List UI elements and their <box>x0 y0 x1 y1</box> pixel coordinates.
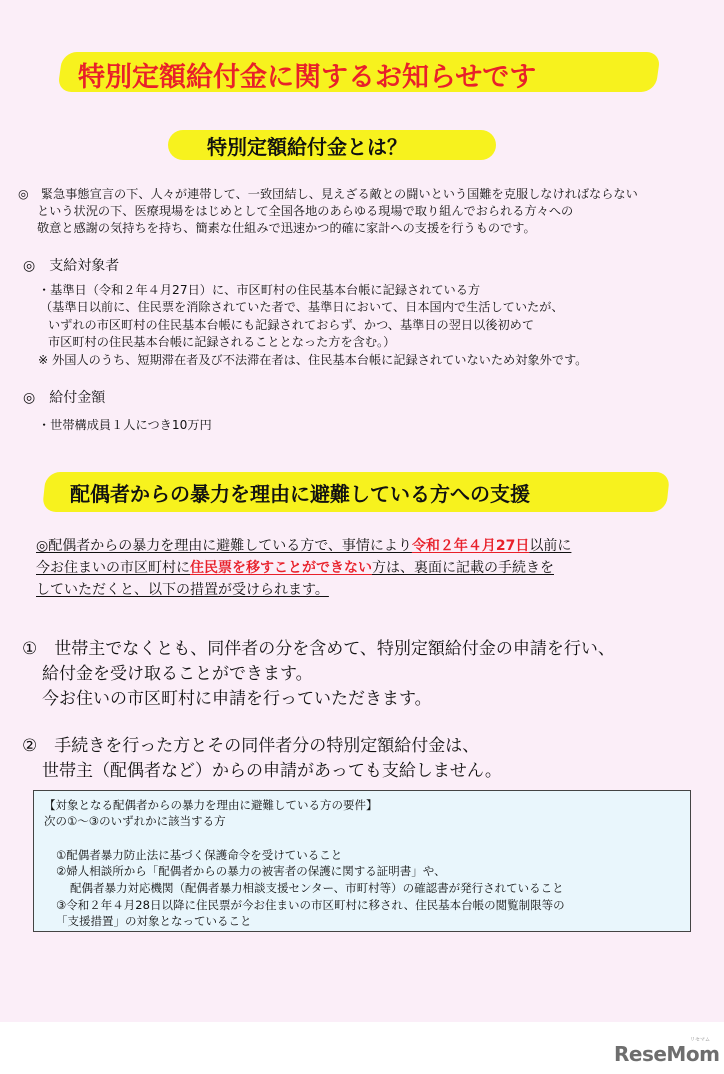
dv-intro-text: 方は、裏面に記載の手続きを <box>372 560 554 576</box>
eligibility-note: ※ 外国人のうち、短期滞在者及び不法滞在者は、住民基本台帳に記録されていないため対象外です。 <box>38 353 588 367</box>
eligibility-line: 市区町村の住民基本台帳に記録されることとなった方を含む。） <box>48 335 396 349</box>
requirement-item: ②婦人相談所から「配偶者からの暴力の被害者の保護に関する証明書」や、 <box>56 864 446 878</box>
requirements-box <box>33 790 691 932</box>
dv-date-highlight: 令和２年４月27日 <box>411 538 530 554</box>
dv-intro-text: 今お住まいの市区町村に <box>36 560 190 576</box>
eligibility-line: ・基準日（令和２年４月27日）に、市区町村の住民基本台帳に記録されている方 <box>38 283 481 297</box>
measure-line: 世帯主（配偶者など）からの申請があっても支給しません。 <box>42 761 502 781</box>
eligibility-heading: ◎ 支給対象者 <box>23 258 120 274</box>
intro-line: ◎ 緊急事態宣言の下、人々が連帯して、一致団結し、見えざる敵との闘いという国難を克服しなければならない <box>18 187 638 201</box>
dv-support-heading: 配偶者からの暴力を理由に避難している方への支援 <box>70 482 530 506</box>
dv-intro-text: 以前に <box>529 538 572 554</box>
watermark-subtext: リセマム <box>690 1037 710 1043</box>
requirement-item: 「支援措置」の対象となっていること <box>56 914 252 928</box>
dv-intro-line <box>36 579 329 599</box>
requirement-item: ①配偶者暴力防止法に基づく保護命令を受けていること <box>56 848 343 862</box>
dv-intro-line <box>36 535 571 555</box>
eligibility-line: いずれの市区町村の住民基本台帳にも記録されておらず、かつ、基準日の翌日以後初めて <box>48 318 535 332</box>
eligibility-line: （基準日以前に、住民票を消除されていた者で、基準日において、日本国内で生活していたが、 <box>40 300 564 314</box>
dv-intro-text: していただくと、以下の措置が受けられます。 <box>36 582 329 598</box>
measure-line: ① 世帯主でなくとも、同伴者の分を含めて、特別定額給付金の申請を行い、 <box>22 639 615 659</box>
dv-intro-text: ◎配偶者からの暴力を理由に避難している方で、事情により <box>36 538 412 554</box>
requirements-title: 【対象となる配偶者からの暴力を理由に避難している方の要件】 <box>44 798 378 812</box>
intro-line: 敬意と感謝の気持ちを持ち、簡素な仕組みで迅速かつ的確に家計への支援を行うものです。 <box>37 221 536 235</box>
resemom-logo: ReseMom <box>614 1042 720 1066</box>
what-is-heading: 特別定額給付金とは？ <box>207 135 407 159</box>
main-title: 特別定額給付金に関するお知らせです <box>78 62 537 93</box>
amount-line: ・世帯構成員１人につき10万円 <box>38 418 212 432</box>
measure-line: ② 手続きを行った方とその同伴者分の特別定額給付金は、 <box>22 736 480 756</box>
requirements-subtitle: 次の①～③のいずれかに該当する方 <box>44 814 226 828</box>
intro-line: という状況の下、医療現場をはじめとして全国各地のあらゆる現場で取り組んでおられる方々への <box>37 204 574 218</box>
requirement-item: ③令和２年４月28日以降に住民票が今お住まいの市区町村に移され、住民基本台帳の閲覧制限等の <box>56 898 565 912</box>
dv-intro-line <box>36 557 554 577</box>
measure-line: 給付金を受け取ることができます。 <box>42 664 313 684</box>
amount-heading: ◎ 給付金額 <box>23 390 106 406</box>
dv-residence-highlight: 住民票を移すことができない <box>190 560 372 576</box>
requirement-item: 配偶者暴力対応機関（配偶者暴力相談支援センター、市町村等）の確認書が発行されていること <box>70 881 564 895</box>
measure-line: 今お住いの市区町村に申請を行っていただきます。 <box>42 689 432 709</box>
